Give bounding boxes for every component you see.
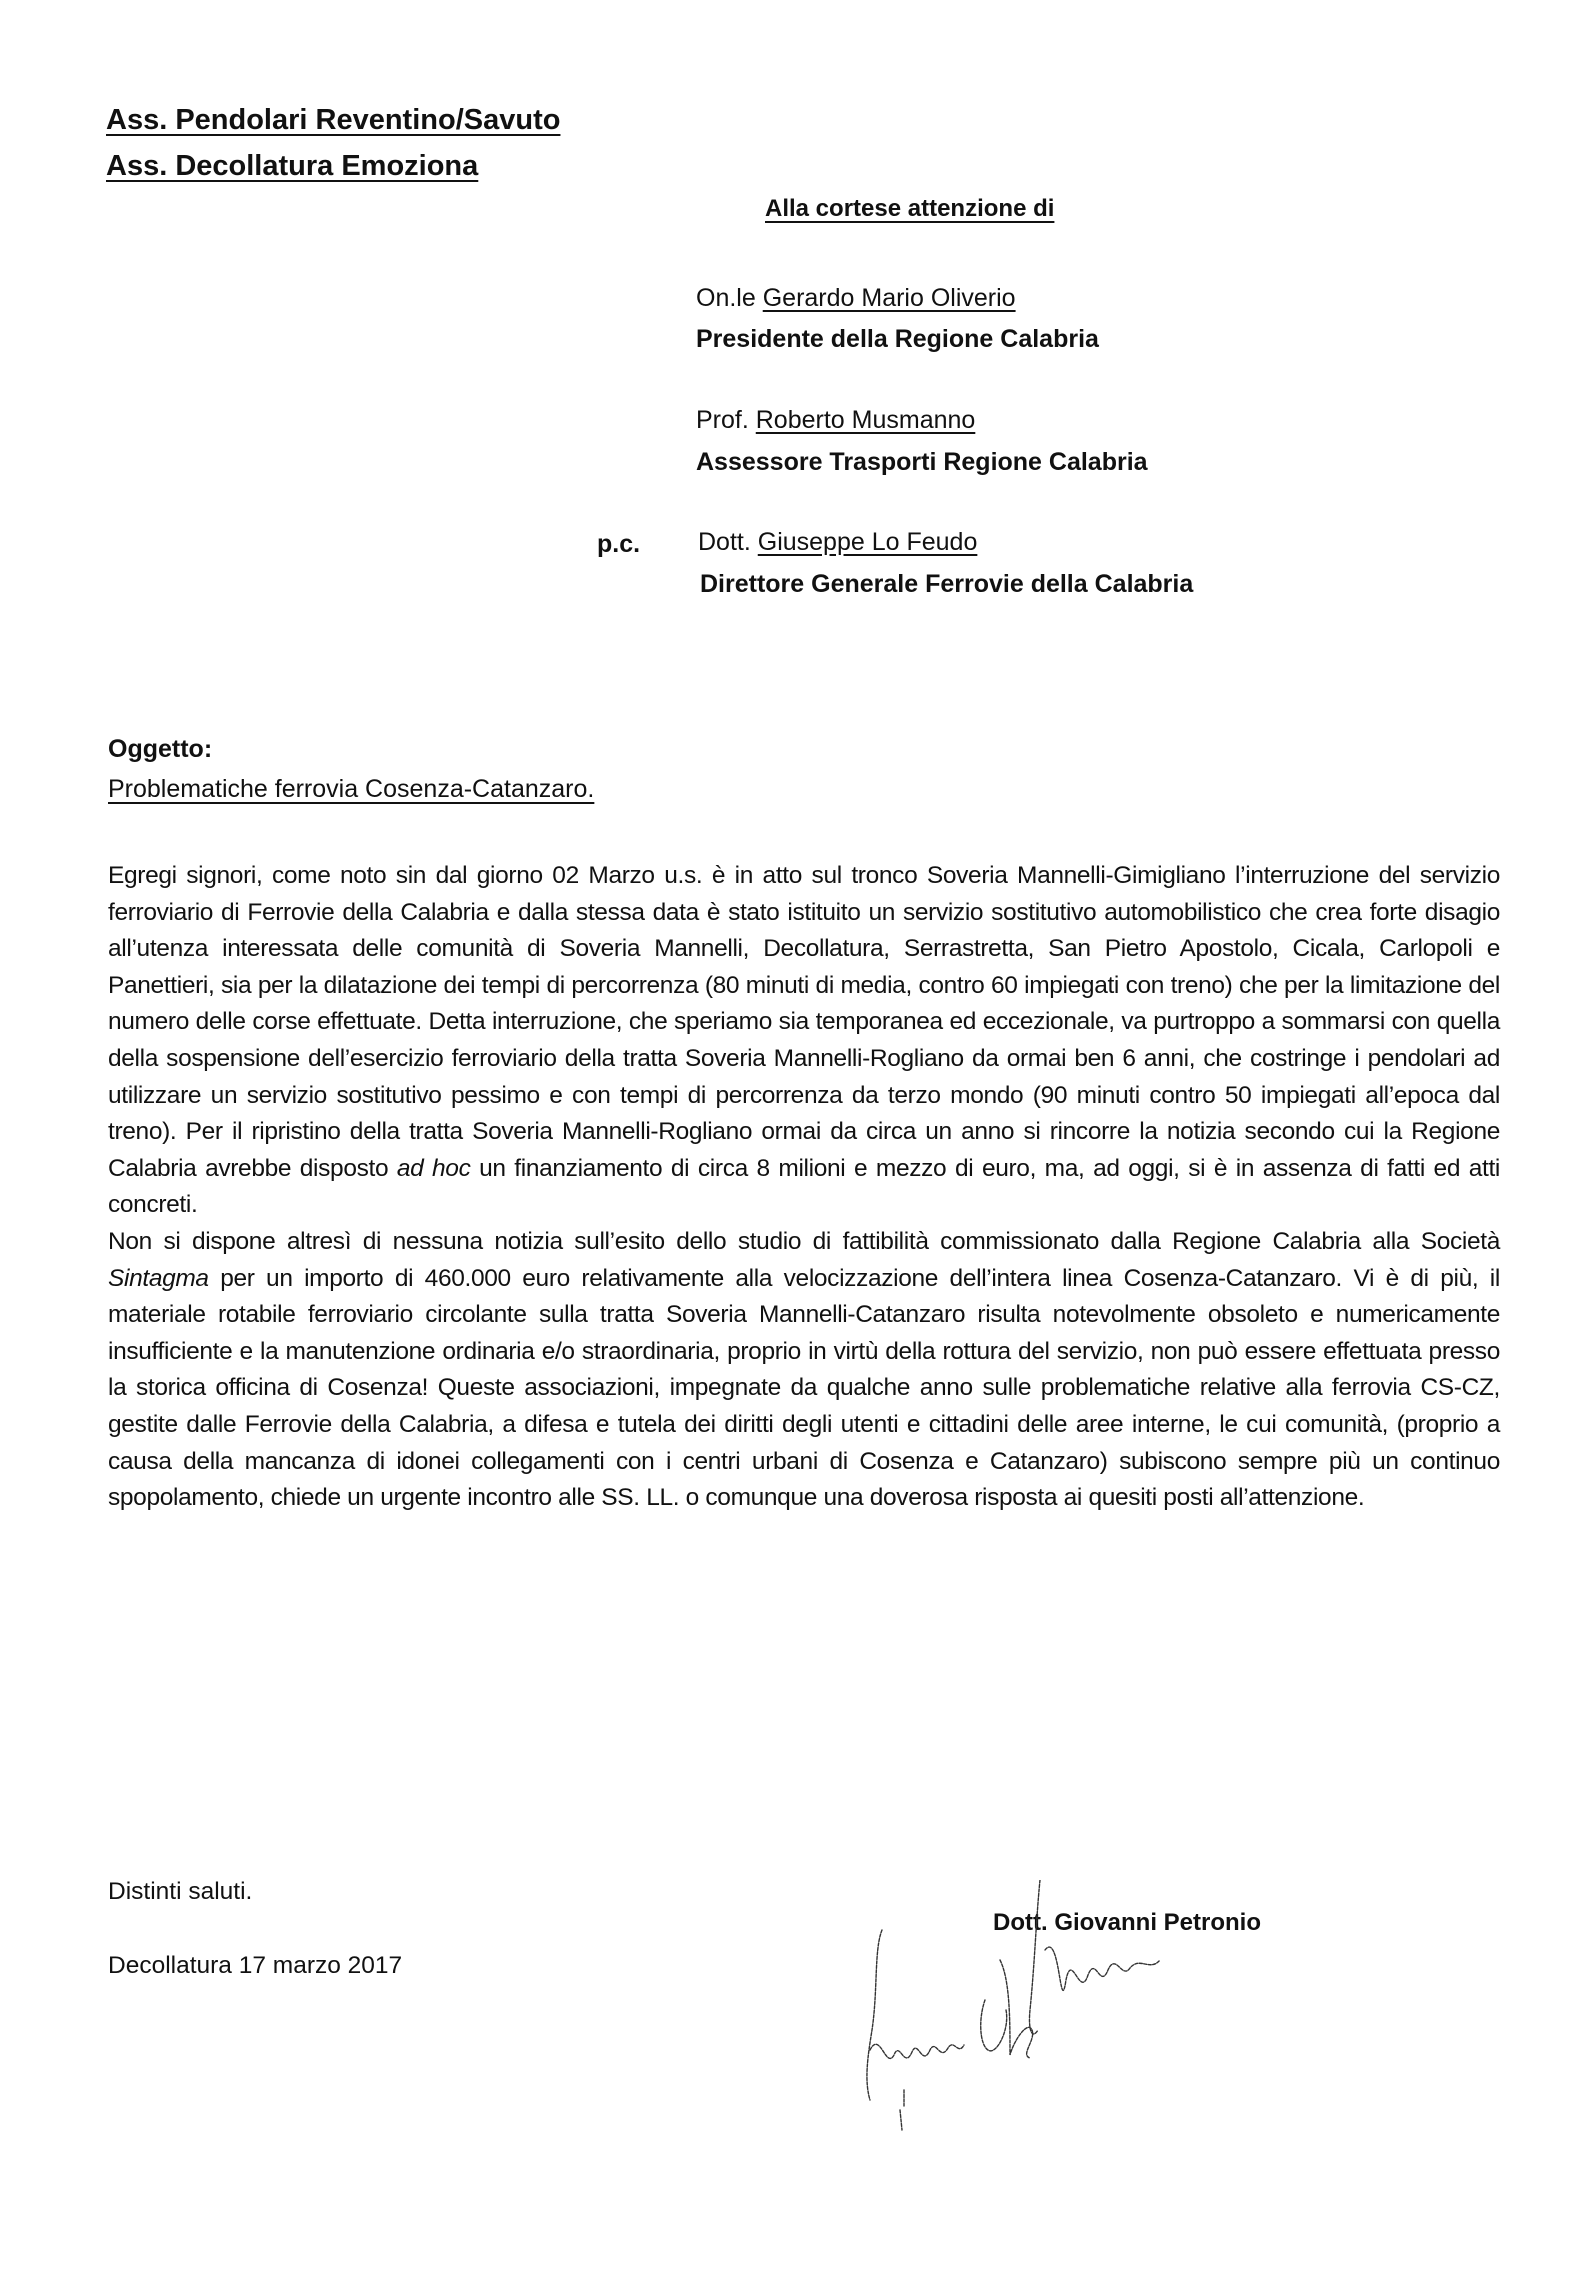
italic-ad-hoc: ad hoc	[396, 1154, 471, 1182]
italic-sintagma: Sintagma	[108, 1264, 209, 1292]
recipient-2-name: Roberto Musmanno	[755, 406, 976, 434]
recipient-2-name-line	[696, 406, 975, 435]
recipient-1-name: Gerardo Mario Oliverio	[762, 284, 1016, 312]
recipient-3-name: Giuseppe Lo Feudo	[757, 528, 978, 556]
per-conoscenza-label: p.c.	[597, 530, 641, 558]
body-paragraph-2: Non si dispone altresì di nessuna notizia sull’esito dello studio di fattibilità commissionato dalla Regione Calabria alla Società Sintagma per un importo di 460.000 euro relativamente alla velocizzazione dell’intera linea Cosenza-Catanzaro. Vi è di più, il materiale rotabile ferroviario circolante sulla tratta Soveria Mannelli-Catanzaro risulta notevolmente obsoleto e numericamente insufficiente e la manutenzione ordinaria e/o straordinaria, proprio in virtù della rottura del servizio, non può essere effettuata presso la storica officina di Cosenza! Queste associazioni, impegnate da qualche anno sulle problematiche relative alla ferrovia CS-CZ, gestite dalle Ferrovie della Calabria, a difesa e tutela dei diritti degli utenti e cittadini delle aree interne, le cui comunità, (proprio a causa della mancanza di idonei collegamenti con i centri urbani di Cosenza e Catanzaro) subiscono sempre più un continuo spopolamento, chiede un urgente incontro alle SS. LL. o comunque una doverosa risposta ai quesiti posti all’attenzione.	[108, 1227, 1500, 1512]
handwritten-signature-icon	[860, 1880, 1520, 2140]
recipient-2-role: Assessore Trasporti Regione Calabria	[696, 448, 1148, 476]
recipient-1-name-line	[696, 284, 1016, 313]
recipient-3-name-line	[698, 528, 977, 557]
sender-association-1: Ass. Pendolari Reventino/Savuto	[106, 104, 561, 136]
subject-text: Problematiche ferrovia Cosenza-Catanzaro.	[108, 775, 595, 803]
subject-label: Oggetto:	[108, 735, 213, 763]
recipient-3-role: Direttore Generale Ferrovie della Calabria	[700, 570, 1194, 598]
place-and-date: Decollatura 17 marzo 2017	[108, 1952, 403, 1979]
recipient-1-role: Presidente della Regione Calabria	[696, 325, 1099, 353]
sender-association-2: Ass. Decollatura Emoziona	[106, 150, 479, 182]
recipient-1-title: On.le	[696, 284, 756, 312]
letter-body	[108, 858, 1500, 1517]
recipient-2-title: Prof.	[696, 406, 749, 434]
body-paragraph-1: Egregi signori, come noto sin dal giorno 02 Marzo u.s. è in atto sul tronco Soveria Mannelli-Gimigliano l’interruzione del servizio ferroviario di Ferrovie della Calabria e dalla stessa data è stato istituito un servizio sostitutivo automobilistico che crea forte disagio all’utenza interessata delle comunità di Soveria Mannelli, Decollatura, Serrastretta, San Pietro Apostolo, Cicala, Carlopoli e Panettieri, sia per la dilatazione dei tempi di percorrenza (80 minuti di media, contro 60 impiegati con treno) che per la limitazione del numero delle corse effettuate. Detta interruzione, che speriamo sia temporanea ed eccezionale, va purtroppo a sommarsi con quella della sospensione dell’esercizio ferroviario della tratta Soveria Mannelli-Rogliano da ormai ben 6 anni, che costringe i pendolari ad utilizzare un servizio sostitutivo pessimo e con tempi di percorrenza da terzo mondo (90 minuti contro 50 impiegati all’epoca dal treno). Per il ripristino della tratta Soveria Mannelli-Rogliano ormai da circa un anno si rincorre la notizia secondo cui la Regione Calabria avrebbe disposto ad hoc un finanziamento di circa 8 milioni e mezzo di euro, ma, ad oggi, si è in assenza di fatti ed atti concreti.	[108, 862, 1500, 1219]
recipient-3-title: Dott.	[698, 528, 751, 556]
closing-greeting: Distinti saluti.	[108, 1878, 253, 1905]
attention-label: Alla cortese attenzione di	[765, 195, 1055, 222]
signatory-name: Dott. Giovanni Petronio	[993, 1909, 1261, 1936]
